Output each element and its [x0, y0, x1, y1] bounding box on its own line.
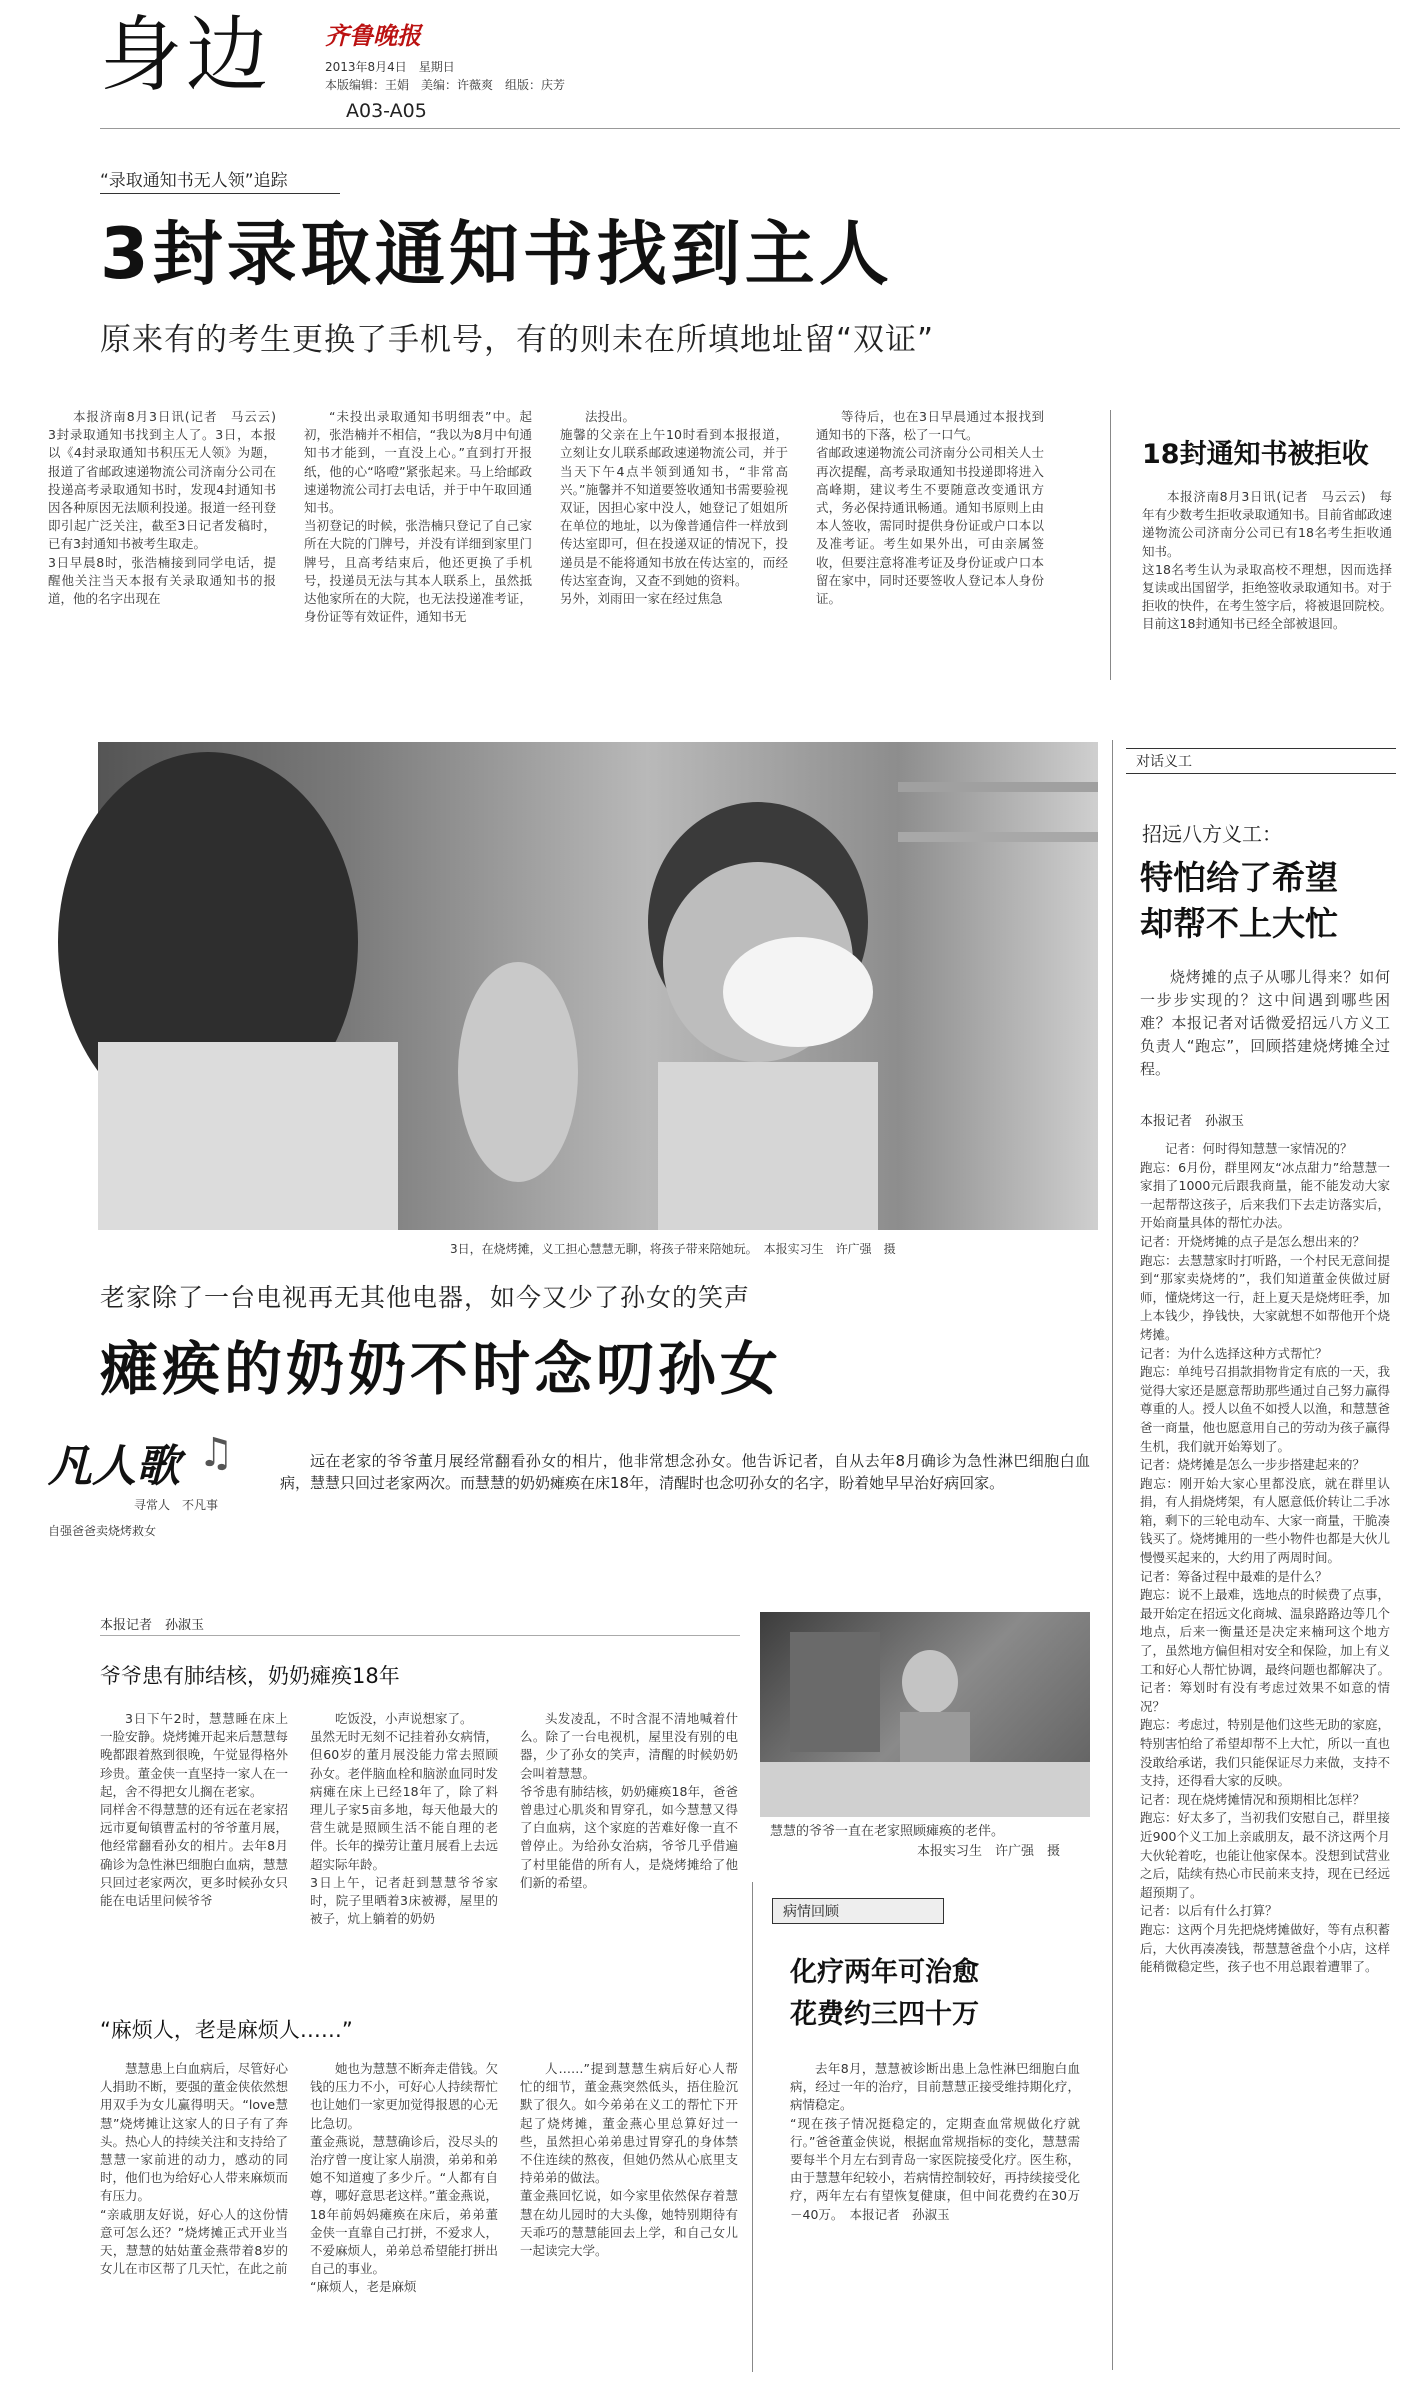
sec2-column-1: [100, 2060, 288, 2378]
issue-date: 2013年8月4日 星期日: [325, 60, 455, 74]
sec1-column-text: 3日下午2时，慧慧睡在床上一脸安静。烧烤摊开起来后慧慧每晚都跟着熬到很晚，午觉显得格外珍贵。董金侠一直坚持一家人在一起，舍不得把女儿搁在老家。 同样舍不得慧慧的还有远在老家招远市夏甸镇曹孟村的爷爷董月展，他经常翻看孙女的相片。去年8月确诊为急性淋巴细胞白血病，慧慧只回过老家两次，更多时候孙女只能在电话里问候爷爷: [100, 1711, 288, 1909]
sec2-column-text: 她也为慧慧不断奔走借钱。欠钱的压力不小，可好心人持续帮忙也让她们一家更加觉得报恩的心无比急切。 董金燕说，慧慧确诊后，没尽头的治疗曾一度让家人崩溃，弟弟和弟媳不知道瘦了多少斤。“人都有自尊，哪好意思老这样。”董金燕说，18年前妈妈瘫痪在床后，弟弟董金侠一直靠自己打拼，不爱求人，不爱麻烦人，弟弟总希望能打拼出自己的事业。 “麻烦人，老是麻烦: [310, 2061, 498, 2295]
medical-tag: [772, 1898, 944, 1924]
grandfather-photo-caption: [770, 1822, 1070, 1862]
medical-body-text: 去年8月，慧慧被诊断出患上急性淋巴细胞白血病，经过一年的治疗，目前慧慧正接受维持期化疗，病情稳定。 “现在孩子情况挺稳定的，定期查血常规做化疗就行。”爸爸董金侠说，根据血常规指标的变化，慧慧需要每半个月左右到青岛一家医院接受化疗。医生称，由于慧慧年纪较小，若病情控制较好，再持续接受化疗，两年左右有望恢复健康，但中间花费约在30万－40万。 本报记者 孙淑玉: [790, 2061, 1080, 2222]
page-range: A03-A05: [346, 100, 427, 122]
dialogue-headline-line2: 却帮不上大忙: [1140, 904, 1338, 943]
column-logo-title: 凡人歌: [48, 1441, 180, 1492]
lead-subhead: 原来有的考生更换了手机号，有的则未在所填地址留“双证”: [100, 322, 935, 358]
lead-column-text: “未投出录取通知书明细表”中。起初，张浩楠并不相信，“我以为8月中旬通知书才能到，一直没上心。”直到打开报纸，他的心“咯噔”紧张起来。马上给邮政速递物流公司打去电话，并于中午取回通知书。 当初登记的时候，张浩楠只登记了自己家所在大院的门牌号，并没有详细到家里门牌号，且高考结束后，他还更换了手机号，投递员无法与其本人联系上，虽然抵达他家所在的大院，也无法投递准考证，身份证等有效证件，通知书无: [304, 409, 532, 625]
dialogue-intro: [1140, 966, 1390, 1081]
dialogue-tag: [1126, 748, 1396, 774]
feature-lede-text: 远在老家的爷爷董月展经常翻看孙女的相片，他非常想念孙女。他告诉记者，自从去年8月确诊为急性淋巴细胞白血病，慧慧只回过老家两次。而慧慧的奶奶瘫痪在床18年，清醒时也念叨孙女的名字，盼着她早早治好病回家。: [280, 1452, 1090, 1492]
grandfather-caption-line2: 本报实习生 许广强 摄: [916, 1844, 1060, 1859]
lead-headline: 3封录取通知书找到主人: [100, 213, 893, 295]
medical-tag-text: 病情回顾: [783, 1904, 839, 1920]
paper-logo: 齐鲁晚报: [325, 21, 421, 50]
lead-column-4: [816, 408, 1044, 678]
lead-column-text: 法投出。 施馨的父亲在上午10时看到本报报道，立刻让女儿联系邮政速递物流公司，并于当天下午4点半领到通知书，“非常高兴。”施馨并不知道要签收通知书需要验视双证，因担心家中没人，她登记了姐姐所在单位的地址，以为像普通信件一样放到传达室即可，但在投递双证的情况下，投递员是不能将通知书放在传达室的，而经传达室查询，又查不到她的资料。 另外，刘雨田一家在经过焦急: [560, 409, 788, 607]
editors-line: 本版编辑：王娟 美编：许薇爽 组版：庆芳: [325, 78, 566, 92]
main-photo-caption: 3日，在烧烤摊，义工担心慧慧无聊，将孩子带来陪她玩。 本报实习生 许广强 摄: [450, 1242, 896, 1256]
lead-column-1: [48, 408, 276, 678]
grandfather-caption-line1: 慧慧的爷爷一直在老家照顾瘫痪的老伴。: [770, 1824, 1005, 1839]
column-logo-subtitle: 寻常人 不凡事: [134, 1498, 219, 1512]
lead-kicker-text: “录取通知书无人领”追踪: [100, 171, 288, 191]
dialogue-divider: [1112, 740, 1113, 2370]
dialogue-qa: [1140, 1140, 1390, 2370]
dialogue-intro-text: 烧烤摊的点子从哪儿得来？如何一步步实现的？这中间遇到哪些困难？本报记者对话微爱招远八方义工负责人“跑忘”，回顾搭建烧烤摊全过程。: [1140, 968, 1390, 1078]
music-note-icon: ♫: [198, 1430, 234, 1476]
sec2-column-text: 慧慧患上白血病后，尽管好心人捐助不断，要强的董金侠依然想用双手为女儿赢得明天。“love慧慧”烧烤摊让这家人的日子有了奔头。热心人的持续关注和支持给了慧慧一家前进的动力，感动的同时，他们也为给好心人带来麻烦而有压力。 “亲戚朋友好说，好心人的这份情意可怎么还？”烧烤摊正式开业当天，慧慧的姑姑董金燕带着8岁的女儿在市区帮了几天忙，在此之前: [100, 2061, 288, 2277]
feature-byline-rule: [100, 1635, 740, 1636]
medical-headline-line2: 花费约三四十万: [790, 1999, 979, 2030]
grandfather-photo-illustration: [760, 1612, 1090, 1817]
section-title: 身边: [100, 8, 273, 103]
lead-column-text: 本报济南8月3日讯(记者 马云云) 3封录取通知书找到主人了。3日，本报以《4封录取通知书积压无人领》为题，报道了省邮政速递物流公司济南分公司在投递高考录取通知书时，发现4封通知书因各种原因无法顺利投递。报道一经刊登即引起广泛关注，截至3日记者发稿时，已有3封通知书被考生取走。 3日早晨8时，张浩楠接到同学电话，提醒他关注当天本报有关录取通知书的报道，他的名字出现在: [48, 409, 276, 607]
column-logo-caption: 自强爸爸卖烧烤救女: [48, 1524, 157, 1538]
lead-column-3: [560, 408, 788, 678]
dialogue-qa-text: 记者：何时得知慧慧一家情况的？ 跑忘：6月份，群里网友“冰点甜力”给慧慧一家捐了1000元后跟我商量，能不能发动大家一起帮帮这孩子，后来我们下去走访落实后，开始商量具体的帮忙办法。 记者：开烧烤摊的点子是怎么想出来的？ 跑忘：去慧慧家时打听路，一个村民无意间提到“那家卖烧烤的”，我们知道董金侠做过厨师，懂烧烤这一行，赶上夏天是烧烤旺季，加上本钱少，挣钱快，大家就想不如帮他开个烧烤摊。 记者：为什么选择这种方式帮忙？ 跑忘：单纯号召捐款捐物肯定有底的一天，我觉得大家还是愿意帮助那些通过自己努力赢得尊重的人。授人以鱼不如授人以渔，和慧慧爸爸一商量，他也愿意用自己的劳动为孩子赢得生机，我们就开始筹划了。 记者：烧烤摊是怎么一步步搭建起来的？ 跑忘：刚开始大家心里都没底，就在群里认捐，有人捐烧烤架，有人愿意低价转让二手冰箱，剩下的三轮电动车、大家一商量，干脆凑钱买了。烧烤摊用的一些小物件也都是大伙儿慢慢买起来的，大约用了两周时间。 记者：筹备过程中最难的是什么？ 跑忘：说不上最难，选地点的时候费了点事，最开始定在招远文化商城、温泉路路边等几个地点，后来一衡量还是决定来楠珂这个地方了，虽然地方偏但相对安全和保险，加上有义工和好心人帮忙协调，最终问题也都解决了。 记者：筹划时有没有考虑过效果不如意的情况？ 跑忘：考虑过，特别是他们这些无助的家庭，特别害怕给了希望却帮不上大忙，所以一直也没敢给承诺，我们只能保证尽力来做，支持不支持，还得看大家的反映。 记者：现在烧烤摊情况和预期相比怎样？ 跑忘：好太多了，当初我们安慰自己，群里接近900个义工加上亲戚朋友，最不济这两个月大伙轮着吃，也能让他家保本。没想到试营业之后，陆续有热心市民前来支持，现在已经远超预期了。 记者：以后有什么打算？ 跑忘：这两个月先把烧烤摊做好，等有点积蓄后，大伙再凑凑钱，帮慧慧爸盘个小店，这样能稍微稳定些，孩子也不用总跟着遭罪了。: [1140, 1141, 1391, 1975]
sec2-column-text: 人……”提到慧慧生病后好心人帮忙的细节，董金燕突然低头，捂住脸沉默了很久。如今弟弟在义工的帮忙下开起了烧烤摊，董金燕心里总算好过一些，虽然担心弟弟患过胃穿孔的身体禁不住连续的熬夜，但她仍然从心底里支持弟弟的做法。 董金燕回忆说，如今家里依然保存着慧慧在幼儿园时的大头像，她特别期待有天乖巧的慧慧能回去上学，和自己女儿一起读完大学。: [520, 2061, 738, 2259]
masthead-rule: [100, 128, 1400, 129]
grandfather-photo: [760, 1612, 1090, 1817]
feature-subhead-1: 爷爷患有肺结核，奶奶瘫痪18年: [100, 1664, 400, 1688]
feature-kicker: 老家除了一台电视再无其他电器，如今又少了孙女的笑声: [100, 1283, 751, 1312]
sec1-column-2: [310, 1710, 498, 2010]
sec2-column-3: [520, 2060, 738, 2378]
dialogue-kicker: 招远八方义工：: [1142, 822, 1282, 846]
medical-body: [790, 2060, 1080, 2378]
sidebar-divider: [1110, 410, 1111, 680]
sidebar-rejected-body: [1142, 488, 1392, 688]
feature-headline: 瘫痪的奶奶不时念叨孙女: [100, 1335, 783, 1403]
sidebar-rejected-text: 本报济南8月3日讯(记者 马云云) 每年有少数考生拒收录取通知书。目前省邮政速递物流公司济南分公司已有18名考生拒收通知书。 这18名考生认为录取高校不理想，因而选择复读或出国留学，拒绝签收录取通知书。对于拒收的快件，在考生签字后，将被退回院校。目前这18封通知书已经全部被退回。: [1142, 489, 1393, 632]
column-logo: [48, 1430, 278, 1540]
lead-column-text: 等待后，也在3日早晨通过本报找到通知书的下落，松了一口气。 省邮政速递物流公司济南分公司相关人士再次提醒，高考录取通知书投递即将进入高峰期，建议考生不要随意改变通讯方式，务必保持通讯畅通。通知书原则上由本人签收，需同时提供身份证或户口本以及准考证。考生如果外出，可由亲属签收，但要注意将准考证及身份证或户口本留在家中，同时还要签收人登记本人身份证。: [816, 409, 1044, 607]
sec2-column-2: [310, 2060, 498, 2378]
medical-divider: [752, 1882, 753, 2372]
medical-headline-line1: 化疗两年可治愈: [790, 1957, 979, 1988]
dialogue-headline-line1: 特怕给了希望: [1140, 858, 1338, 897]
dialogue-tag-text: 对话义工: [1136, 754, 1192, 770]
lead-kicker: [100, 166, 340, 194]
sec1-column-text: 头发凌乱，不时含混不清地喊着什么。除了一台电视机，屋里没有别的电器，少了孙女的笑声，清醒的时候奶奶会叫着慧慧。 爷爷患有肺结核，奶奶瘫痪18年，爸爸曾患过心肌炎和胃穿孔，如今慧慧又得了白血病，这个家庭的苦难好像一直不曾停止。为给孙女治病，爷爷几乎借遍了村里能借的所有人，是烧烤摊给了他们新的希望。: [520, 1711, 738, 1890]
feature-subhead-2: “麻烦人，老是麻烦人……”: [100, 2018, 353, 2042]
feature-byline: 本报记者 孙淑玉: [100, 1618, 205, 1633]
sec1-column-1: [100, 1710, 288, 2010]
lead-column-2: [304, 408, 532, 678]
dialogue-byline: 本报记者 孙淑玉: [1140, 1114, 1245, 1129]
feature-lede: [280, 1450, 1090, 1494]
sec1-column-text: 吃饭没，小声说想家了。 虽然无时无刻不记挂着孙女病情，但60岁的董月展没能力常去照顾孙女。老伴脑血栓和脑淤血同时发病瘫在床上已经18年了，除了料理儿子家5亩多地，每天他最大的营生就是照顾生活不能自理的老伴。长年的操劳让董月展看上去远超实际年龄。 3日上午，记者赶到慧慧爷爷家时，院子里晒着3床被褥，屋里的被子，炕上躺着的奶奶: [310, 1711, 498, 1927]
sec1-column-3: [520, 1710, 738, 2010]
photo-illustration: [98, 742, 1098, 1230]
main-photo: [98, 742, 1098, 1230]
sidebar-rejected-headline: 18封通知书被拒收: [1142, 439, 1369, 470]
